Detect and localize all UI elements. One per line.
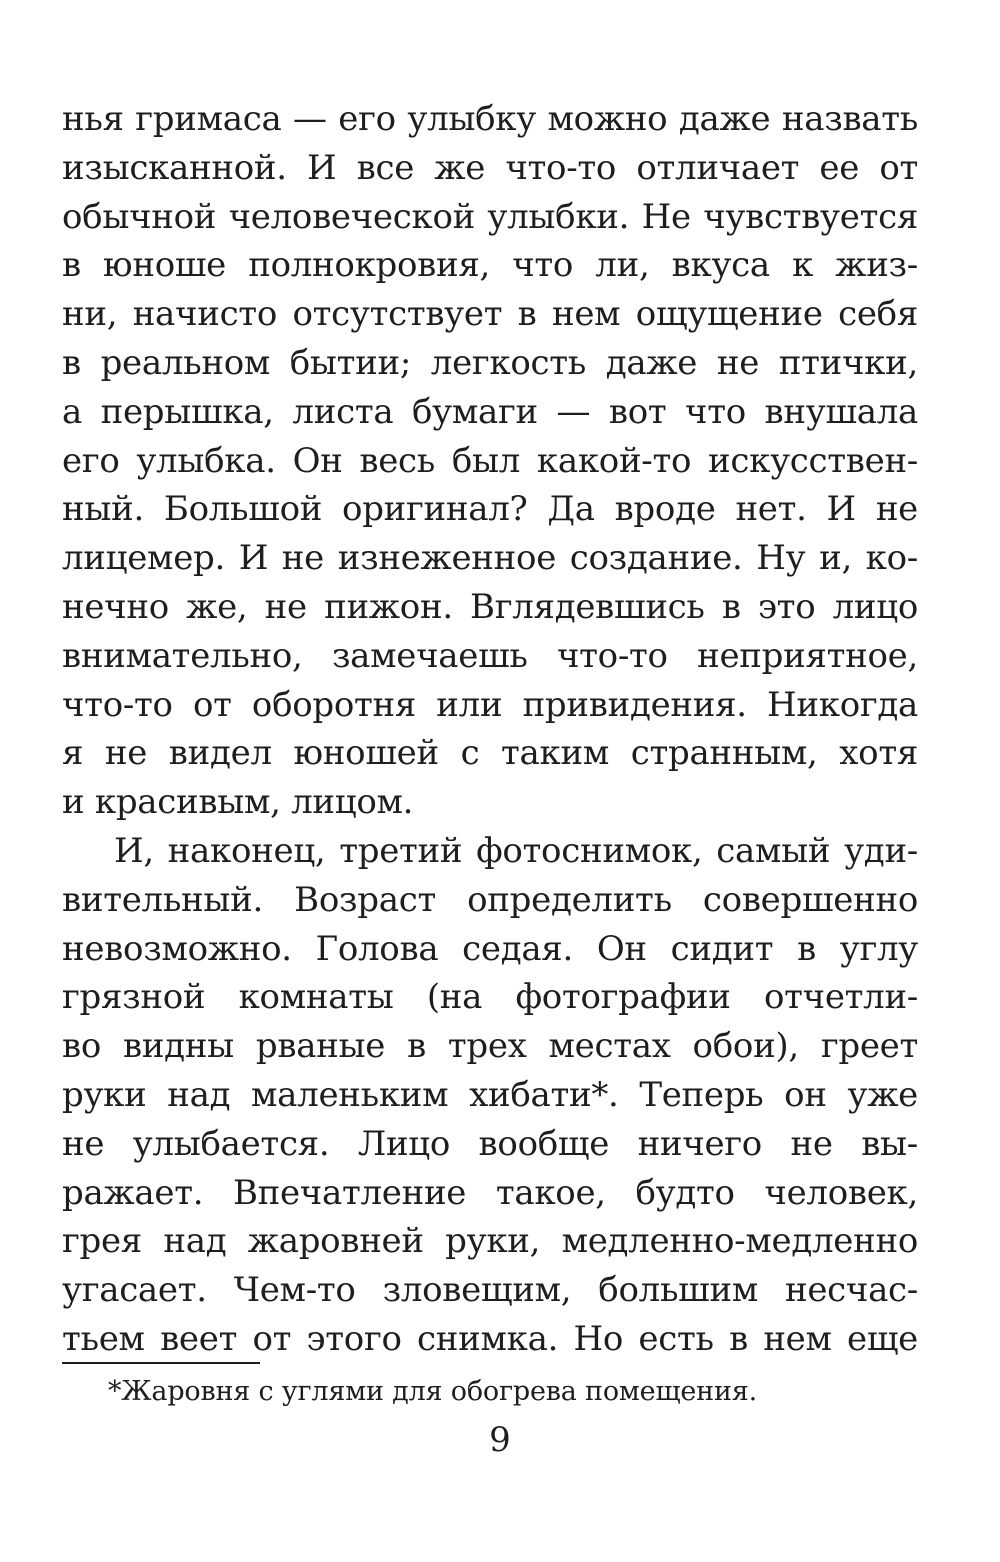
- text-line: и красивым, лицом.: [62, 782, 414, 823]
- text-line: не улыбается. Лицо вообще ничего не вы-: [62, 1123, 918, 1164]
- text-line: невозможно. Голова седая. Он сидит в углу: [62, 928, 918, 969]
- body-text: [62, 95, 918, 1364]
- text-line: ни, начисто отсутствует в нем ощущение себя: [62, 294, 918, 335]
- text-line: грея над жаровней руки, медленно-медленно: [62, 1221, 918, 1262]
- text-line: в реальном бытии; легкость даже не птички,: [62, 342, 918, 383]
- text-line: нья гримаса — его улыбку можно даже назвать: [62, 99, 918, 139]
- text-line: в юноше полнокровия, что ли, вкуса к жиз-: [62, 245, 918, 286]
- page-number: 9: [489, 1420, 511, 1460]
- text-line: обычной человеческой улыбки. Не чувствуется: [62, 196, 918, 237]
- text-line: тьем веет от этого снимка. Но есть в нем еще: [62, 1318, 918, 1359]
- text-line: во видны рваные в трех местах обои), греет: [62, 1026, 918, 1067]
- text-line: ражает. Впечатление такое, будто человек,: [62, 1172, 918, 1213]
- text-line: лицемер. И не изнеженное создание. Ну и, ко-: [62, 538, 918, 579]
- text-line: а перышка, листа бумаги — вот что внушала: [62, 391, 918, 432]
- text-line: грязной комнаты (на фотографии отчетли-: [62, 977, 918, 1018]
- text-line: его улыбка. Он весь был какой-то искусствен-: [62, 440, 918, 481]
- footnote: *Жаровня с углями для обогрева помещения.: [108, 1376, 757, 1407]
- text-line: внимательно, замечаешь что-то неприятное,: [62, 635, 918, 676]
- text-line: угасает. Чем-то зловещим, большим несчас-: [62, 1270, 918, 1311]
- text-line: вительный. Возраст определить совершенно: [62, 879, 918, 920]
- text-line: руки над маленьким хибати*. Теперь он уже: [62, 1074, 918, 1115]
- text-line: изысканной. И все же что-то отличает ее от: [62, 147, 918, 188]
- paragraph-start-line: И, наконец, третий фотоснимок, самый уди-: [114, 830, 918, 871]
- text-line: нечно же, не пижон. Вглядевшись в это лицо: [62, 586, 918, 627]
- text-line: ный. Большой оригинал? Да вроде нет. И не: [62, 489, 918, 530]
- footnote-divider: [62, 1362, 260, 1364]
- text-line: что-то от оборотня или привидения. Никогда: [62, 684, 918, 725]
- text-line: я не видел юношей с таким странным, хотя: [62, 733, 918, 774]
